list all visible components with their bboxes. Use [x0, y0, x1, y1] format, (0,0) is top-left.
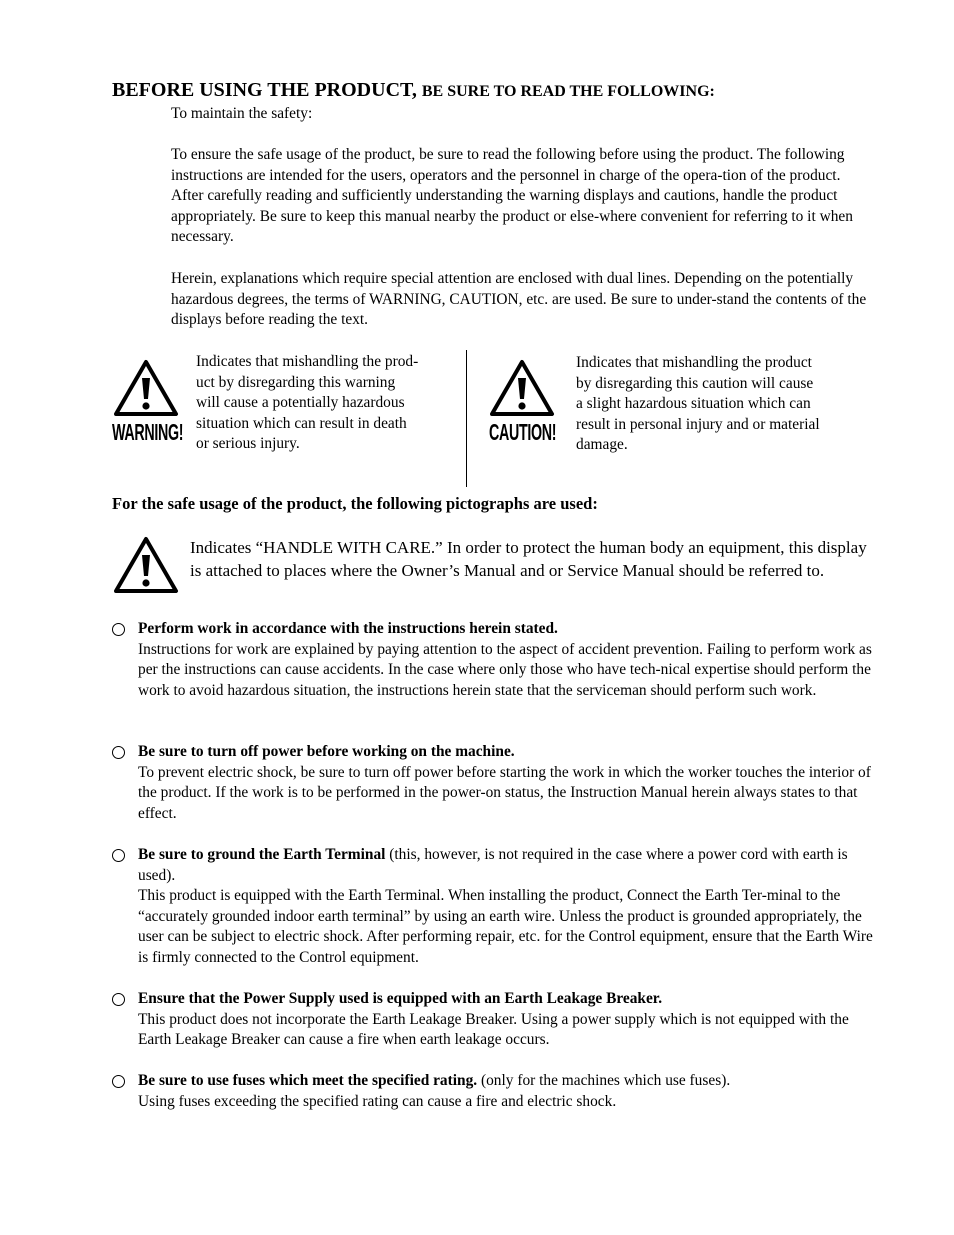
- title-sub: BE SURE TO READ THE FOLLOWING:: [421, 83, 715, 100]
- pictographs-heading: For the safe usage of the product, the following pictographs are used:: [112, 494, 598, 513]
- warning-line: situation which can result in death: [196, 414, 407, 432]
- circle-bullet-icon: [112, 623, 125, 636]
- item-title-suffix: (only for the machines which use fuses).: [477, 1072, 731, 1089]
- caution-description: [576, 353, 876, 456]
- item-title: Be sure to use fuses which meet the specified rating.: [138, 1072, 478, 1089]
- warning-description: [196, 352, 456, 455]
- item-text: Instructions for work are explained by paying attention to the aspect of accident prevention. Failing to perform work as per the instructions can cause accidents. In the case where only those who have tech-nical expertise should perform the work to avoid hazardous situation, the instructions herein state that the serviceman should perform such work.: [138, 640, 872, 699]
- circle-bullet-icon: [112, 993, 125, 1006]
- title-main: BEFORE USING THE PRODUCT,: [112, 79, 422, 101]
- caution-label: CAUTION!: [489, 419, 557, 445]
- page-title: [112, 79, 715, 102]
- warning-line: uct by disregarding this warning: [196, 373, 396, 391]
- caution-line: damage.: [576, 436, 628, 454]
- item-text: This product does not incorporate the Earth Leakage Breaker. Using a power supply which is not equipped with the Earth Leakage Breaker can cause a fire when earth leakage occurs.: [138, 1010, 849, 1049]
- item-title: Be sure to ground the Earth Terminal: [138, 846, 386, 863]
- warning-line: will cause a potentially hazardous: [196, 394, 405, 412]
- circle-bullet-icon: [112, 1075, 125, 1088]
- caution-line: Indicates that mishandling the product: [576, 354, 812, 371]
- handle-with-care-icon: [112, 535, 180, 595]
- intro-line: To maintain the safety:: [171, 105, 313, 122]
- column-divider: [466, 350, 467, 487]
- warning-line: or serious injury.: [196, 435, 300, 453]
- item-text: To prevent electric shock, be sure to turn off power before starting the work in which the worker touches the interior of the product. If the work is to be performed in the power-on status, the Instruction Manual herein always states to that effect.: [138, 763, 871, 822]
- intro-paragraph-2: Herein, explanations which require special attention are enclosed with dual lines. Depending on the potentially hazardous degrees, the terms of WARNING, CAUTION, etc. are used. Be sure to under-stand the contents of the displays before reading the text.: [171, 270, 867, 329]
- item-title-suffix: (this, however, is not required in the case where a power cord with earth is used).: [138, 846, 848, 884]
- circle-bullet-icon: [112, 746, 125, 759]
- caution-line: by disregarding this caution will cause: [576, 374, 814, 392]
- item-title: Ensure that the Power Supply used is equipped with an Earth Leakage Breaker.: [138, 990, 663, 1007]
- warning-triangle-icon: [112, 358, 180, 418]
- warning-label: WARNING!: [112, 419, 184, 445]
- item-title: Be sure to turn off power before working on the machine.: [138, 743, 515, 760]
- caution-line: a slight hazardous situation which can: [576, 395, 811, 413]
- circle-bullet-icon: [112, 849, 125, 862]
- item-text: Using fuses exceeding the specified rating can cause a fire and electric shock.: [138, 1092, 617, 1110]
- caution-triangle-icon: [488, 358, 556, 418]
- intro-paragraph-1: To ensure the safe usage of the product, be sure to read the following before using the product. The following instructions are intended for the users, operators and the personnel in charge of the opera-tion of the product. After carefully reading and sufficiently understanding the warning displays and cautions, handle the product appropriately. Be sure to keep this manual nearby the product or else-where convenient for referring to it when necessary.: [171, 146, 853, 246]
- warning-line: Indicates that mishandling the prod-: [196, 353, 419, 370]
- caution-line: result in personal injury and or material: [576, 415, 820, 433]
- item-text: This product is equipped with the Earth Terminal. When installing the product, Connect the Earth Ter-minal to the “accurately grounded indoor earth terminal” by using an earth wire. Unless the product is grounded appropriately, the user can be subject to electric shock. After performing repair, etc. for the Control equipment, ensure that the Earth Wire is firmly connected to the Control equipment.: [138, 887, 873, 966]
- item-title: Perform work in accordance with the instructions herein stated.: [138, 620, 558, 637]
- handle-with-care-description: Indicates “HANDLE WITH CARE.” In order to protect the human body an equipment, this display is attached to places where the Owner’s Manual and or Service Manual should be referred to.: [190, 538, 867, 580]
